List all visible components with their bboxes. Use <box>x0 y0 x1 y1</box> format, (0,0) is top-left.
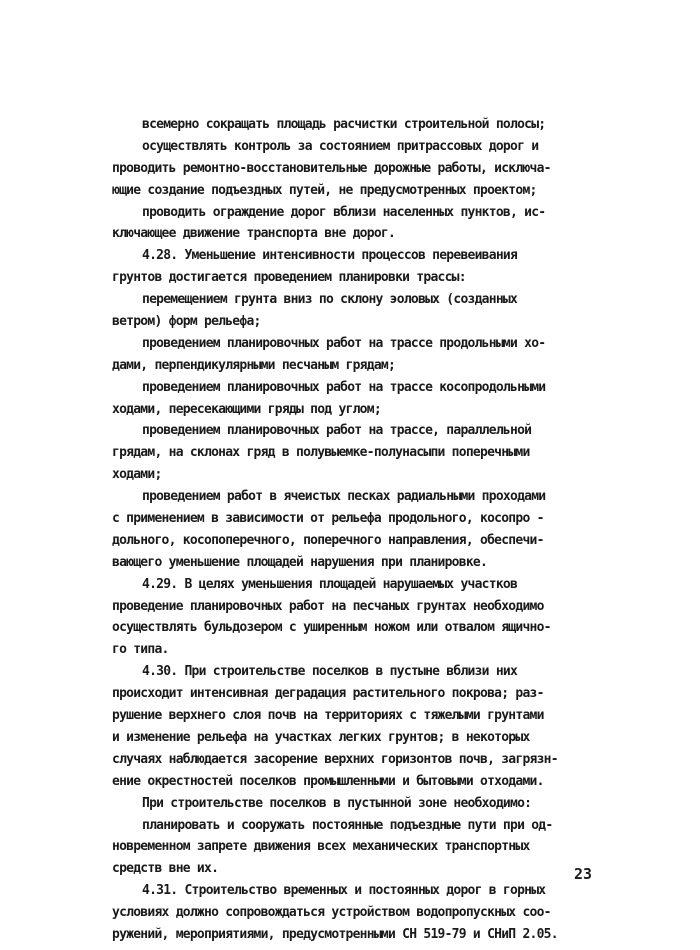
text-line: ение окрестностей поселков промышленными и бытовыми отходами. <box>112 773 544 789</box>
text-line: ключающее движение транспорта вне дорог. <box>112 226 396 242</box>
text-line: с применением в зависимости от рельефа продольного, косопро - <box>112 511 544 527</box>
text-line: средств вне их. <box>112 861 219 877</box>
text-line: вающего уменьшение площадей нарушения при планировке. <box>112 554 488 570</box>
text-line: происходит интенсивная деградация растительного покрова; раз- <box>112 686 544 702</box>
text-line: ветром) форм рельефа; <box>112 314 261 330</box>
text-line: проводить ремонтно-восстановительные дорожные работы, исключа- <box>112 160 551 176</box>
text-line: осуществлять бульдозером с уширенным ножом или отвалом ящично- <box>112 620 551 636</box>
page-number: 23 <box>574 865 593 883</box>
text-line: грунтов достигается проведением планировки трассы: <box>112 270 466 286</box>
text-line: дольного, косопоперечного, поперечного направления, обеспечи- <box>112 532 544 548</box>
text-line: случаях наблюдается засорение верхних горизонтов почв, загрязн- <box>112 751 558 767</box>
text-line: ходами; <box>112 467 162 483</box>
text-line: планировать и сооружать постоянные подъездные пути при од- <box>142 817 553 833</box>
text-line: проведением работ в ячеистых песках радиальными проходами <box>142 489 546 505</box>
text-line: ходами, пересекающими гряды под углом; <box>112 401 381 417</box>
text-line: При строительстве поселков в пустынной зоне необходимо: <box>142 795 532 811</box>
text-line: дами, перпендикулярными песчаным грядам; <box>112 357 396 373</box>
text-line: проведением планировочных работ на трассе косопродольными <box>142 379 546 395</box>
text-line: условиях должно сопровождаться устройством водопропускных соо- <box>112 905 551 921</box>
text-line: 4.29. В целях уменьшения площадей нарушаемых участков <box>142 576 518 592</box>
text-line: проводить ограждение дорог вблизи населенных пунктов, ис- <box>142 204 546 220</box>
text-line: 4.31. Строительство временных и постоянных дорог в горных <box>142 883 546 899</box>
text-line: 4.28. Уменьшение интенсивности процессов перевеивания <box>142 248 518 264</box>
text-line: ющие создание подъездных путей, не предусмотренных проектом; <box>112 182 537 198</box>
text-line: проведением планировочных работ на трассе продольными хо- <box>142 335 546 351</box>
text-line: го типа. <box>112 642 169 658</box>
text-line: перемещением грунта вниз по склону эоловых (созданных <box>142 292 518 308</box>
text-line: и изменение рельефа на участках легких грунтов; в некоторых <box>112 729 530 745</box>
text-line: осуществлять контроль за состоянием притрассовых дорог и <box>142 138 539 154</box>
text-line: грядам, на склонах гряд в полувыемке-полунасыпи поперечными <box>112 445 530 461</box>
text-line: рушение верхнего слоя почв на территориях с тяжелыми грунтами <box>112 708 544 724</box>
text-line: проведение планировочных работ на песчаных грунтах необходимо <box>112 598 544 614</box>
text-line: новременном запрете движения всех механических транспортных <box>112 839 530 855</box>
text-line: 4.30. При строительстве поселков в пустыне вблизи них <box>142 664 518 680</box>
text-line: проведением планировочных работ на трассе, параллельной <box>142 423 532 439</box>
body-text <box>112 114 588 946</box>
text-line: ружений, мероприятиями, предусмотренными СН 519-79 и СНиП 2.05. <box>112 926 558 942</box>
text-line: всемерно сокращать площадь расчистки строительной полосы; <box>142 117 546 132</box>
